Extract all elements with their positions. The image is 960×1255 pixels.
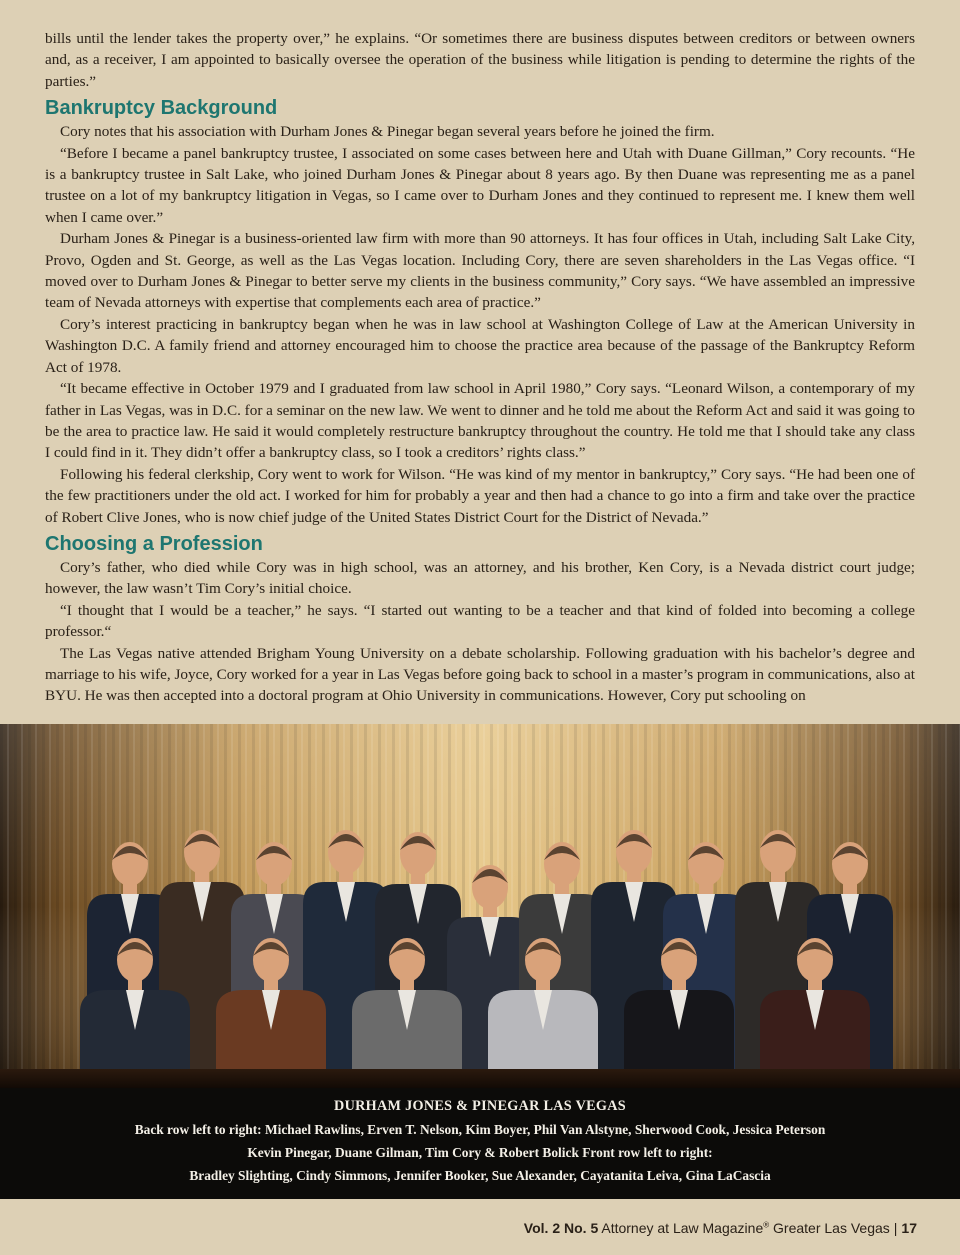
paragraph: Following his federal clerkship, Cory went to work for Wilson. “He was kind of my mentor in bankruptcy,” Cory says. “He had been one of the few practitioners under the old act. I worked for him for probably a year and then had a chance to go into a firm and take over the practice of Robert Clive Jones, who is now chief judge of the United States District Court for the District of Nevada.” <box>45 465 915 526</box>
paragraph: Durham Jones & Pinegar is a business-oriented law firm with more than 90 attorneys. It has four offices in Utah, including Salt Lake City, Provo, Ogden and St. George, as well as the Las Vegas location. Including Cory, there are seven shareholders in the Las Vegas office. “I moved over to Durham Jones & Pinegar to better serve my clients in the business community,” Cory says. “We have assembled an impressive team of Nevada attorneys with expertise that complements each area of practice.” <box>45 230 915 312</box>
publication-name: Attorney at Law Magazine <box>601 1220 764 1236</box>
group-photo <box>0 724 960 1088</box>
paragraph: Cory’s interest practicing in bankruptcy began when he was in law school at Washington College of Law at the American University in Washington D.C. A family friend and attorney encouraged him to choose the practice area because of the passage of the Bankruptcy Reform Act of 1978. <box>45 315 915 376</box>
paragraph: The Las Vegas native attended Brigham Young University on a debate scholarship. Following graduation with his bachelor’s degree and marriage to his wife, Joyce, Cory worked for a year in Las Vegas before going back to school in a master’s program in communications, also at BYU. He was then accepted into a doctoral program at Ohio University in communications. However, Cory put schooling on <box>45 644 915 705</box>
registered-mark: ® <box>763 1220 770 1230</box>
section-heading-choosing-a-profession: Choosing a Profession <box>45 532 263 555</box>
group-photo-illustration <box>0 724 960 1088</box>
region-label: Greater Las Vegas <box>773 1220 890 1236</box>
people-silhouettes <box>80 830 893 1088</box>
caption-title: DURHAM JONES & PINEGAR LAS VEGAS <box>334 1098 626 1114</box>
page-number: 17 <box>901 1220 917 1236</box>
paragraph: “I thought that I would be a teacher,” he says. “I started out wanting to be a teacher and that kind of folded into becoming a college professor.“ <box>45 601 915 641</box>
paragraph: “It became effective in October 1979 and I graduated from law school in April 1980,” Cory says. “Leonard Wilson, a contemporary of my father in Las Vegas, was in D.C. for a seminar on the new law. We went to dinner and he told me about the Reform Act and said it was going to be the area to practice law. He said it would completely restructure bankruptcy throughout the country. He told me that I should take any class I could find in it. They didn’t offer a bankruptcy class, so I took a creditors’ rights class.” <box>45 380 915 462</box>
intro-paragraph: bills until the lender takes the property over,” he explains. “Or sometimes there are business disputes between creditors or between owners and, as a receiver, I am appointed to basically oversee the operation of the business while litigation is pending to determine the rights of the parties.” <box>45 30 915 90</box>
page-footer <box>524 1220 917 1236</box>
paragraph: Cory notes that his association with Durham Jones & Pinegar began several years before he joined the firm. <box>60 123 715 141</box>
paragraph: “Before I became a panel bankruptcy trustee, I associated on some cases between here and Utah with Duane Gillman,” Cory recounts. “He is a bankruptcy trustee in Salt Lake, who joined Durham Jones & Pinegar about 8 years ago. By then Duane was representing me as a panel trustee on a lot of my bankruptcy litigation in Vegas, so I came over to Durham Jones and they continued to represent me. I knew them well when I came over.” <box>45 144 915 226</box>
caption-line: Bradley Slighting, Cindy Simmons, Jennifer Booker, Sue Alexander, Cayatanita Leiva, Gina LaCascia <box>189 1168 771 1183</box>
issue-label: No. 5 <box>564 1220 599 1236</box>
footer-separator: | <box>893 1220 898 1236</box>
section-heading-bankruptcy-background: Bankruptcy Background <box>45 97 278 120</box>
paragraph: Cory’s father, who died while Cory was in high school, was an attorney, and his brother, Ken Cory, is a Nevada district court judge; however, the law wasn’t Tim Cory’s initial choice. <box>45 558 915 598</box>
caption-line: Kevin Pinegar, Duane Gilman, Tim Cory & Robert Bolick Front row left to right: <box>247 1145 713 1160</box>
volume-label: Vol. 2 <box>523 1220 561 1236</box>
caption-line: Back row left to right: Michael Rawlins, Erven T. Nelson, Kim Boyer, Phil Van Alstyne, Sherwood Cook, Jessica Peterson <box>134 1122 826 1137</box>
photo-caption <box>0 1088 960 1199</box>
article-body <box>45 28 915 707</box>
